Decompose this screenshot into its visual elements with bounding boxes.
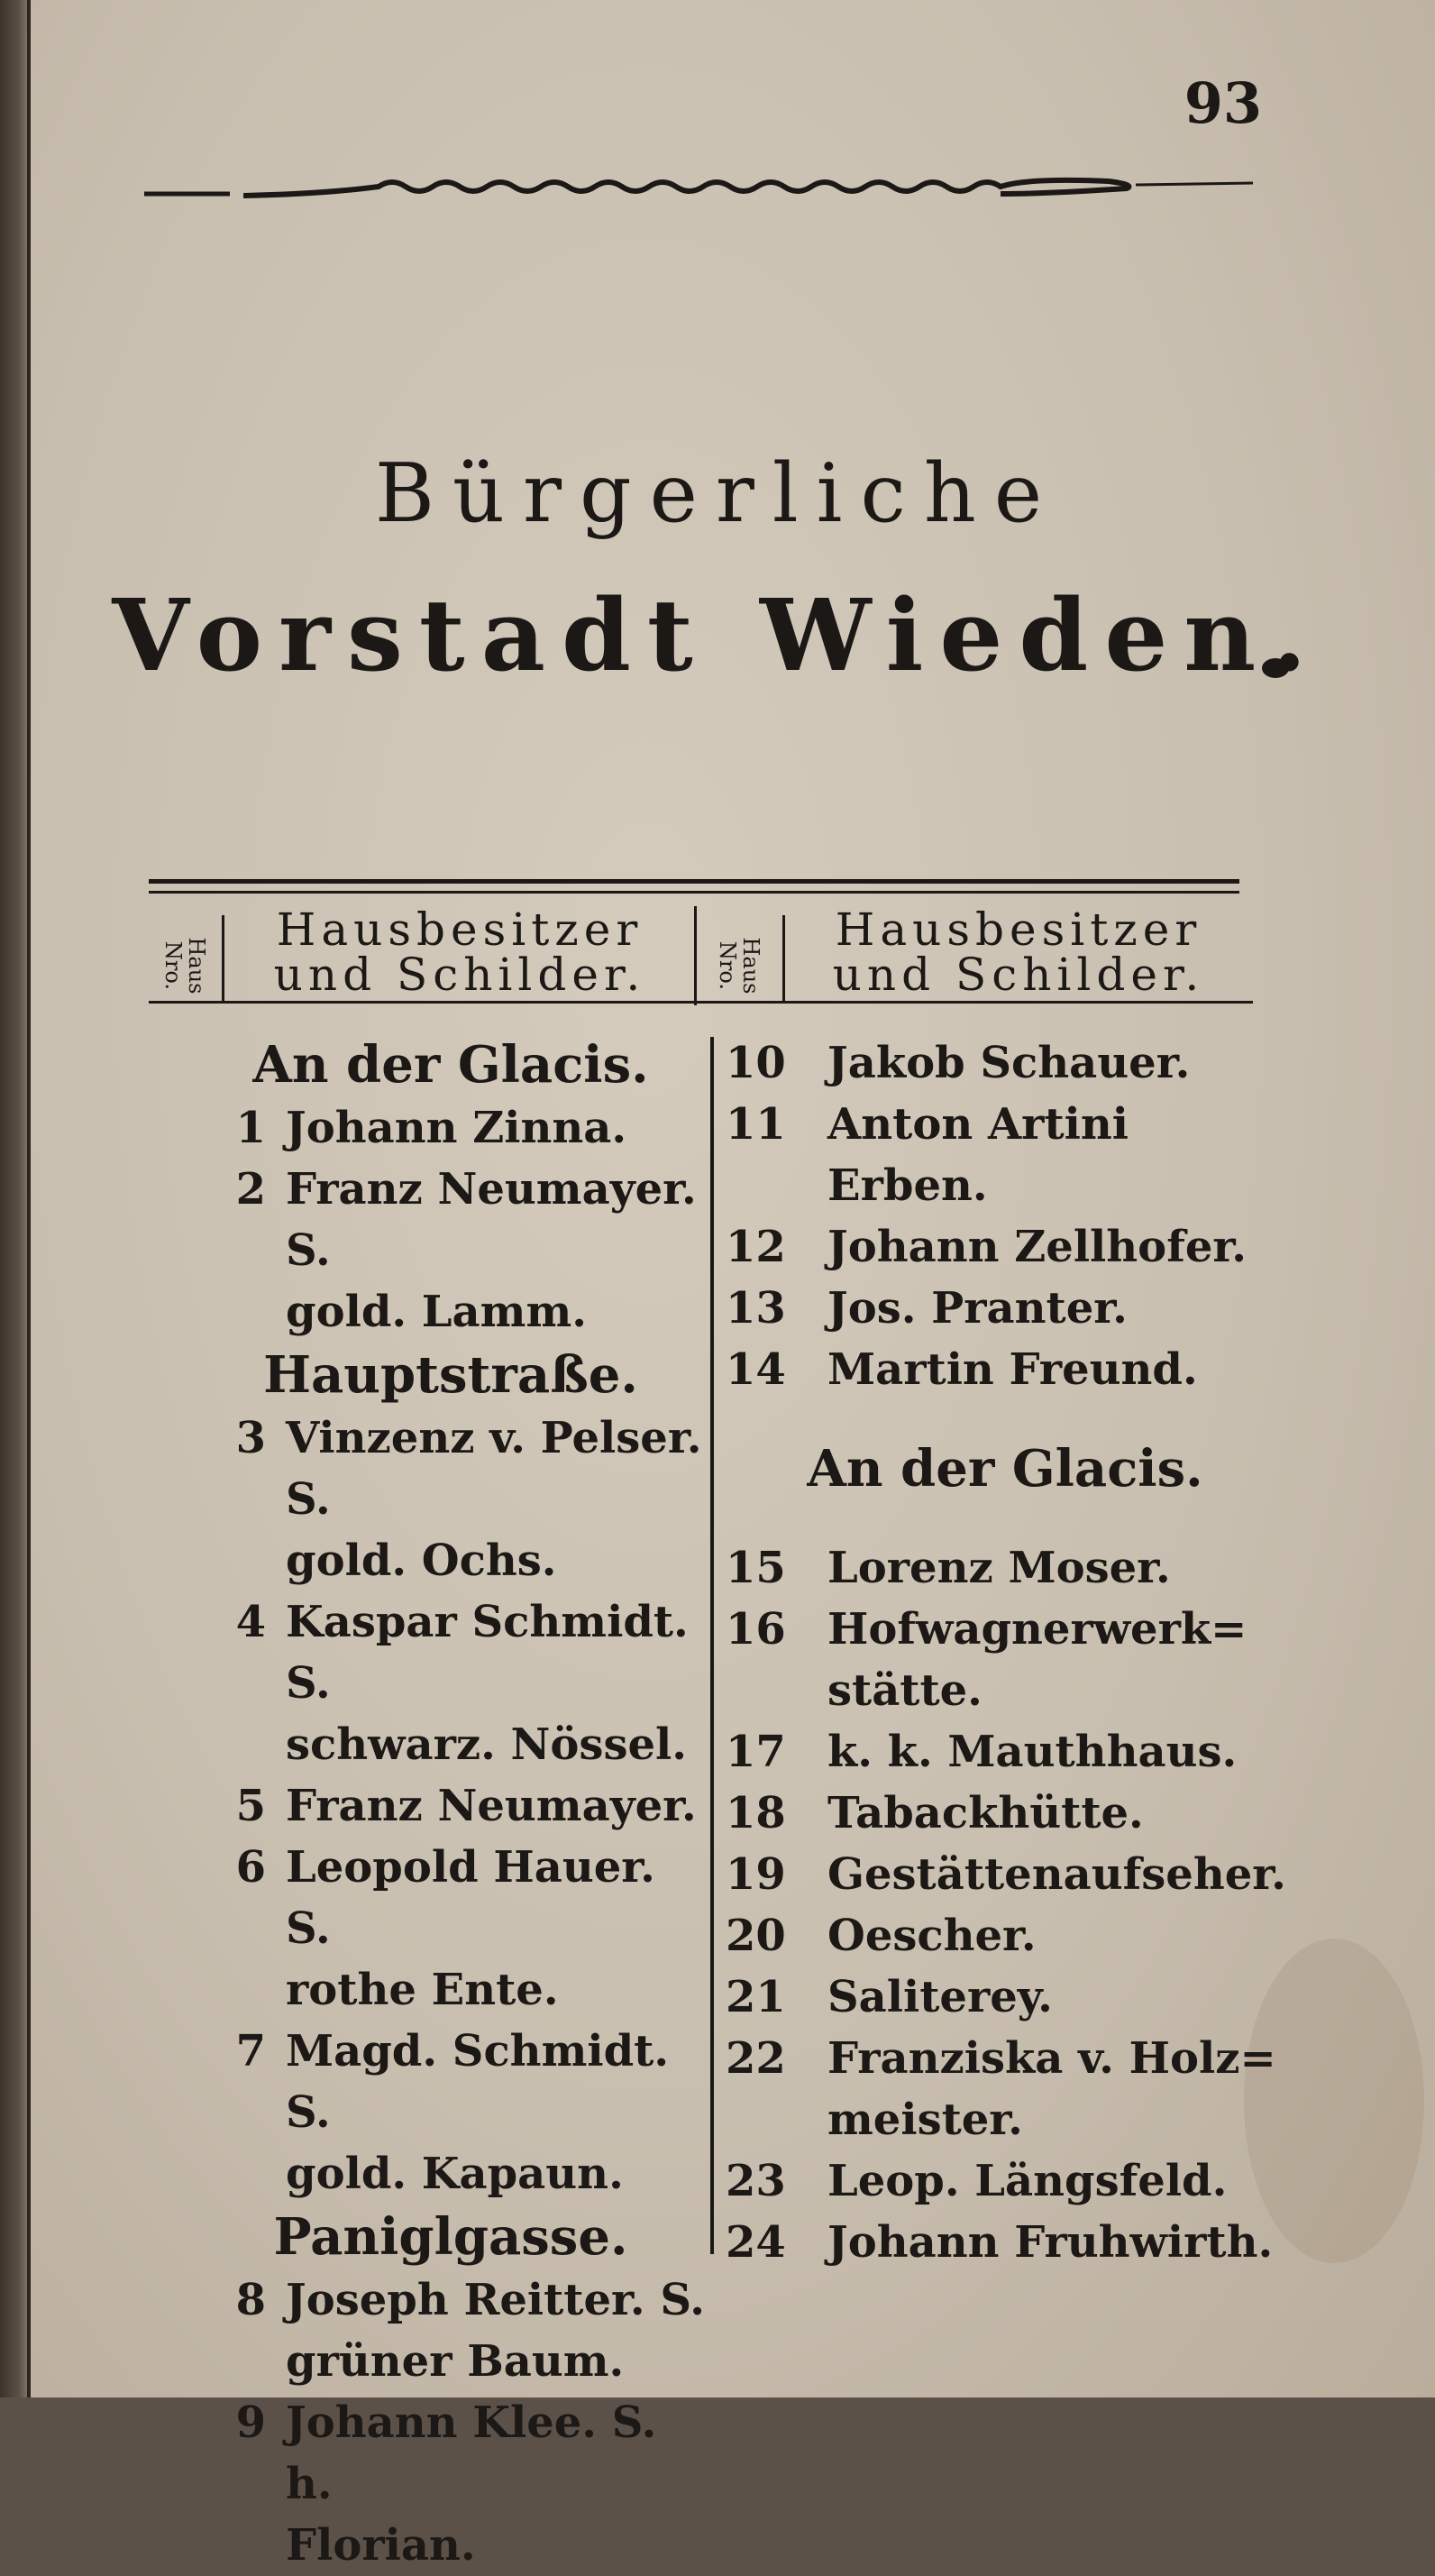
house-number: 17 (726, 1727, 786, 1777)
owner-name: Johann Zinna. (286, 1103, 627, 1153)
list-item (726, 1905, 1284, 1966)
house-number: 10 (726, 1038, 786, 1088)
header-ornament-rule (144, 167, 1253, 212)
list-item (194, 1837, 708, 1959)
owner-name-continued: stätte. (827, 1665, 983, 1716)
list-item (726, 1783, 1284, 1844)
list-item (726, 1278, 1284, 1339)
sign-name: schwarz. Nössel. (286, 1719, 687, 1770)
owner-name: Martin Freund. (827, 1344, 1198, 1395)
list-item (726, 2212, 1284, 2273)
list-item (726, 2150, 1284, 2212)
owner-name: Lorenz Moser. (827, 1543, 1171, 1593)
owner-name: Johann Klee. S. h. (286, 2397, 657, 2509)
list-item (194, 1775, 708, 1837)
street-heading: An der Glacis. (252, 1035, 649, 1095)
list-item (194, 2021, 708, 2143)
header-divider (694, 906, 697, 1005)
spacer (726, 1400, 1284, 1436)
owner-name: Leop. Längsfeld. (827, 2156, 1228, 2206)
house-number: 4 (235, 1597, 266, 1647)
header-bottom-rule (149, 1001, 1253, 1004)
page-number: 93 (1184, 70, 1262, 136)
list-item (194, 2392, 708, 2515)
title-line-2: Vorstadt Wieden. (112, 577, 1323, 693)
owner-name: Kaspar Schmidt. S. (286, 1597, 689, 1709)
owner-name: Vinzenz v. Pelser. S. (286, 1413, 702, 1525)
header-owners-right-line2: und Schilder. (832, 949, 1205, 1001)
list-item (726, 1537, 1284, 1599)
owner-name: Tabackhütte. (827, 1788, 1144, 1838)
sign-name: gold. Lamm. (286, 1287, 587, 1337)
owner-name: Anton Artini Erben. (827, 1099, 1129, 1211)
owner-name: Oescher. (827, 1911, 1037, 1961)
list-item (726, 1216, 1284, 1278)
street-heading: An der Glacis. (807, 1439, 1203, 1499)
header-divider (222, 915, 224, 1001)
house-number: 19 (726, 1849, 786, 1900)
house-number: 1 (235, 1103, 266, 1153)
list-item (726, 1599, 1284, 1660)
list-item (194, 1407, 708, 1530)
house-number: 14 (726, 1344, 786, 1395)
header-house-no-left: Haus Nro. (160, 937, 209, 995)
list-item (726, 1094, 1284, 1216)
house-number: 5 (235, 1781, 266, 1831)
house-number: 9 (235, 2397, 266, 2448)
list-item (726, 1032, 1284, 1094)
header-top-rule-thin (149, 891, 1239, 894)
owner-name: Jakob Schauer. (827, 1038, 1191, 1088)
list-item (194, 1097, 708, 1159)
house-number: 16 (726, 1604, 786, 1655)
header-owners-left-line1: Hausbesitzer (276, 903, 644, 956)
owner-name: Johann Fruhwirth. (827, 2217, 1274, 2268)
list-item (726, 1844, 1284, 1905)
owner-name: Franz Neumayer. S. (286, 1164, 697, 1276)
house-number: 11 (726, 1099, 786, 1150)
owner-name: k. k. Mauthhaus. (827, 1727, 1238, 1777)
book-binding (0, 0, 31, 2397)
owner-name: Franz Neumayer. (286, 1781, 697, 1831)
sign-name: Florian. (286, 2520, 476, 2571)
sign-name: gold. Kapaun. (286, 2149, 624, 2199)
street-heading: Paniglgasse. (273, 2207, 628, 2267)
house-number: 21 (726, 1972, 786, 2022)
house-number: 6 (235, 1842, 266, 1893)
house-number: 23 (726, 2156, 786, 2206)
right-column (726, 1032, 1284, 2273)
owner-name: Franziska v. Holz= (827, 2033, 1276, 2084)
header-owners-right-line1: Hausbesitzer (835, 903, 1202, 956)
street-heading: Hauptstraße. (263, 1345, 638, 1405)
list-item (194, 2269, 708, 2331)
column-divider (710, 1037, 714, 2254)
owner-name-continued: meister. (827, 2095, 1023, 2145)
list-item (194, 1591, 708, 1714)
owner-name: Gestättenaufseher. (827, 1849, 1286, 1900)
list-item (726, 1339, 1284, 1400)
owner-name: Jos. Pranter. (827, 1283, 1128, 1334)
house-number: 22 (726, 2033, 786, 2084)
house-number: 3 (235, 1413, 266, 1463)
owner-name: Leopold Hauer. S. (286, 1842, 655, 1954)
owner-name: Saliterey. (827, 1972, 1053, 2022)
list-item (726, 2028, 1284, 2089)
house-number: 2 (235, 1164, 266, 1215)
owner-name: Magd. Schmidt. S. (286, 2026, 670, 2138)
binding-edge (27, 0, 31, 2397)
left-column (194, 1032, 708, 2576)
house-number: 12 (726, 1222, 786, 1272)
header-house-no-right: Haus Nro. (715, 937, 763, 995)
owner-name: Johann Zellhofer. (827, 1222, 1247, 1272)
house-number: 18 (726, 1788, 786, 1838)
house-number: 24 (726, 2217, 786, 2268)
house-number: 7 (235, 2026, 266, 2076)
list-item (194, 1159, 708, 1281)
title-line-1: Bürgerliche (374, 446, 1061, 541)
sign-name: rothe Ente. (286, 1965, 559, 2015)
house-number: 13 (726, 1283, 786, 1334)
sign-name: gold. Ochs. (286, 1536, 557, 1586)
house-number: 8 (235, 2275, 266, 2325)
header-top-rule (149, 879, 1239, 884)
house-number: 20 (726, 1911, 786, 1961)
header-divider (782, 915, 785, 1001)
header-owners-left-line2: und Schilder. (273, 949, 646, 1001)
list-item (726, 1966, 1284, 2028)
owner-name: Joseph Reitter. S. (286, 2275, 705, 2325)
house-number: 15 (726, 1543, 786, 1593)
spacer (726, 1501, 1284, 1537)
owner-name: Hofwagnerwerk= (827, 1604, 1248, 1655)
sign-name: grüner Baum. (286, 2336, 625, 2387)
list-item (726, 1721, 1284, 1783)
